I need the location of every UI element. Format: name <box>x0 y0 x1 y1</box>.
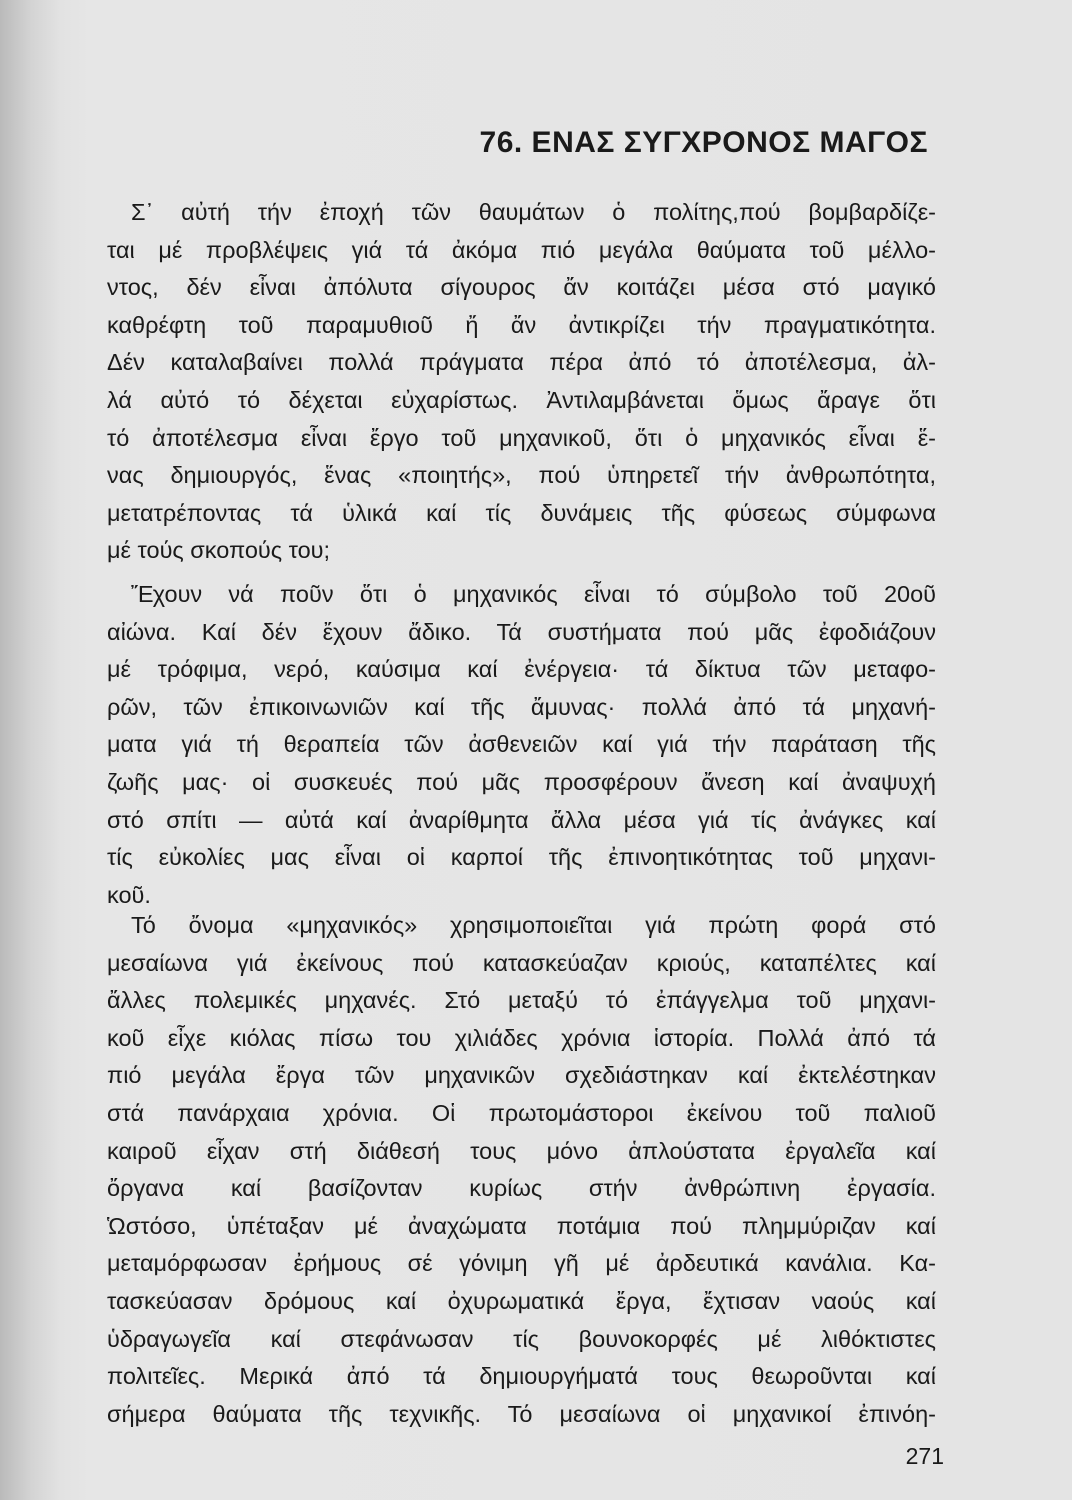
text-line: στό σπίτι — αὐτά καί ἀναρίθμητα ἄλλα μέσα γιά τίς ἀνάγκες καί <box>107 806 936 833</box>
text-line: πιό μεγάλα ἔργα τῶν μηχανικῶν σχεδιάστηκαν καί ἐκτελέστηκαν <box>107 1062 936 1089</box>
paragraph-2 <box>107 576 936 914</box>
chapter-heading: 76. ΕΝΑΣ ΣΥΓΧΡΟΝΟΣ ΜΑΓΟΣ <box>479 126 928 159</box>
text-line: μεταμόρφωσαν ἐρήμους σέ γόνιμη γῆ μέ ἀρδευτικά κανάλια. Κα- <box>107 1250 936 1277</box>
paragraph-1 <box>107 194 936 570</box>
text-line: μέ τούς σκοπούς του; <box>107 537 331 564</box>
text-line: ρῶν, τῶν ἐπικοινωνιῶν καί τῆς ἄμυνας· πολλά ἀπό τά μηχανή- <box>107 693 936 720</box>
paragraph-3 <box>107 907 936 1433</box>
text-line: τασκεύασαν δρόμους καί ὀχυρωματικά ἔργα, ἔχτισαν ναούς καί <box>107 1287 936 1314</box>
text-line: μεσαίωνα γιά ἐκείνους πού κατασκεύαζαν κριούς, καταπέλτες καί <box>107 949 936 976</box>
text-line: ντος, δέν εἶναι ἀπόλυτα σίγουρος ἄν κοιτάζει μέσα στό μαγικό <box>107 274 936 301</box>
text-line: ται μέ προβλέψεις γιά τά ἀκόμα πιό μεγάλα θαύματα τοῦ μέλλο- <box>107 236 936 263</box>
text-line: Σ᾽ αὐτή τήν ἐποχή τῶν θαυμάτων ὁ πολίτης,πού βομβαρδίζε- <box>131 199 936 225</box>
text-line: ἄλλες πολεμικές μηχανές. Στό μεταξύ τό ἐπάγγελμα τοῦ μηχανι- <box>107 987 936 1014</box>
spine-shadow <box>0 0 60 1500</box>
text-line: νας δημιουργός, ἕνας «ποιητής», πού ὑπηρετεῖ τήν ἀνθρωπότητα, <box>107 462 936 489</box>
text-line: μετατρέποντας τά ὑλικά καί τίς δυνάμεις τῆς φύσεως σύμφωνα <box>107 499 936 526</box>
text-line: μέ τρόφιμα, νερό, καύσιμα καί ἐνέργεια· τά δίκτυα τῶν μεταφο- <box>107 656 936 683</box>
text-line: Ἔχουν νά ποῦν ὅτι ὁ μηχανικός εἶναι τό σύμβολο τοῦ 20οῦ <box>131 581 936 607</box>
text-line: κοῦ. <box>107 881 151 908</box>
text-line: κοῦ εἶχε κιόλας πίσω του χιλιάδες χρόνια ἱστορία. Πολλά ἀπό τά <box>107 1024 936 1051</box>
text-line: Ὡστόσο, ὑπέταξαν μέ ἀναχώματα ποτάμια πού πλημμύριζαν καί <box>107 1212 936 1239</box>
text-line: τό ἀποτέλεσμα εἶναι ἔργο τοῦ μηχανικοῦ, ὅτι ὁ μηχανικός εἶναι ἕ- <box>107 424 936 451</box>
text-line: ὑδραγωγεῖα καί στεφάνωσαν τίς βουνοκορφές μέ λιθόκτιστες <box>107 1325 936 1352</box>
text-line: πολιτεῖες. Μερικά ἀπό τά δημιουργήματά τους θεωροῦνται καί <box>107 1363 936 1390</box>
text-line: ματα γιά τή θεραπεία τῶν ἀσθενειῶν καί γιά τήν παράταση τῆς <box>107 731 936 758</box>
text-line: ζωῆς μας· οἱ συσκευές πού μᾶς προσφέρουν ἄνεση καί ἀναψυχή <box>107 768 936 795</box>
text-line: αἰώνα. Καί δέν ἔχουν ἄδικο. Τά συστήματα πού μᾶς ἐφοδιάζουν <box>107 618 936 645</box>
text-line: ὄργανα καί βασίζονταν κυρίως στήν ἀνθρώπινη ἐργασία. <box>107 1175 936 1202</box>
text-line: τίς εὐκολίες μας εἶναι οἱ καρποί τῆς ἐπινοητικότητας τοῦ μηχανι- <box>107 844 936 871</box>
text-line: σήμερα θαύματα τῆς τεχνικῆς. Τό μεσαίωνα οἱ μηχανικοί ἐπινόη- <box>107 1400 936 1427</box>
text-line: λά αὐτό τό δέχεται εὐχαρίστως. Ἀντιλαμβάνεται ὅμως ἄραγε ὅτι <box>107 386 936 413</box>
text-line: Τό ὄνομα «μηχανικός» χρησιμοποιεῖται γιά πρώτη φορά στό <box>131 912 936 938</box>
text-line: καιροῦ εἶχαν στή διάθεσή τους μόνο ἁπλούστατα ἐργαλεῖα καί <box>107 1137 936 1164</box>
text-line: Δέν καταλαβαίνει πολλά πράγματα πέρα ἀπό τό ἀποτέλεσμα, ἀλ- <box>107 349 936 376</box>
text-line: στά πανάρχαια χρόνια. Οἱ πρωτομάστοροι ἐκείνου τοῦ παλιοῦ <box>107 1099 936 1126</box>
page-number: 271 <box>905 1443 944 1469</box>
text-line: καθρέφτη τοῦ παραμυθιοῦ ἤ ἄν ἀντικρίζει τήν πραγματικότητα. <box>107 311 936 338</box>
